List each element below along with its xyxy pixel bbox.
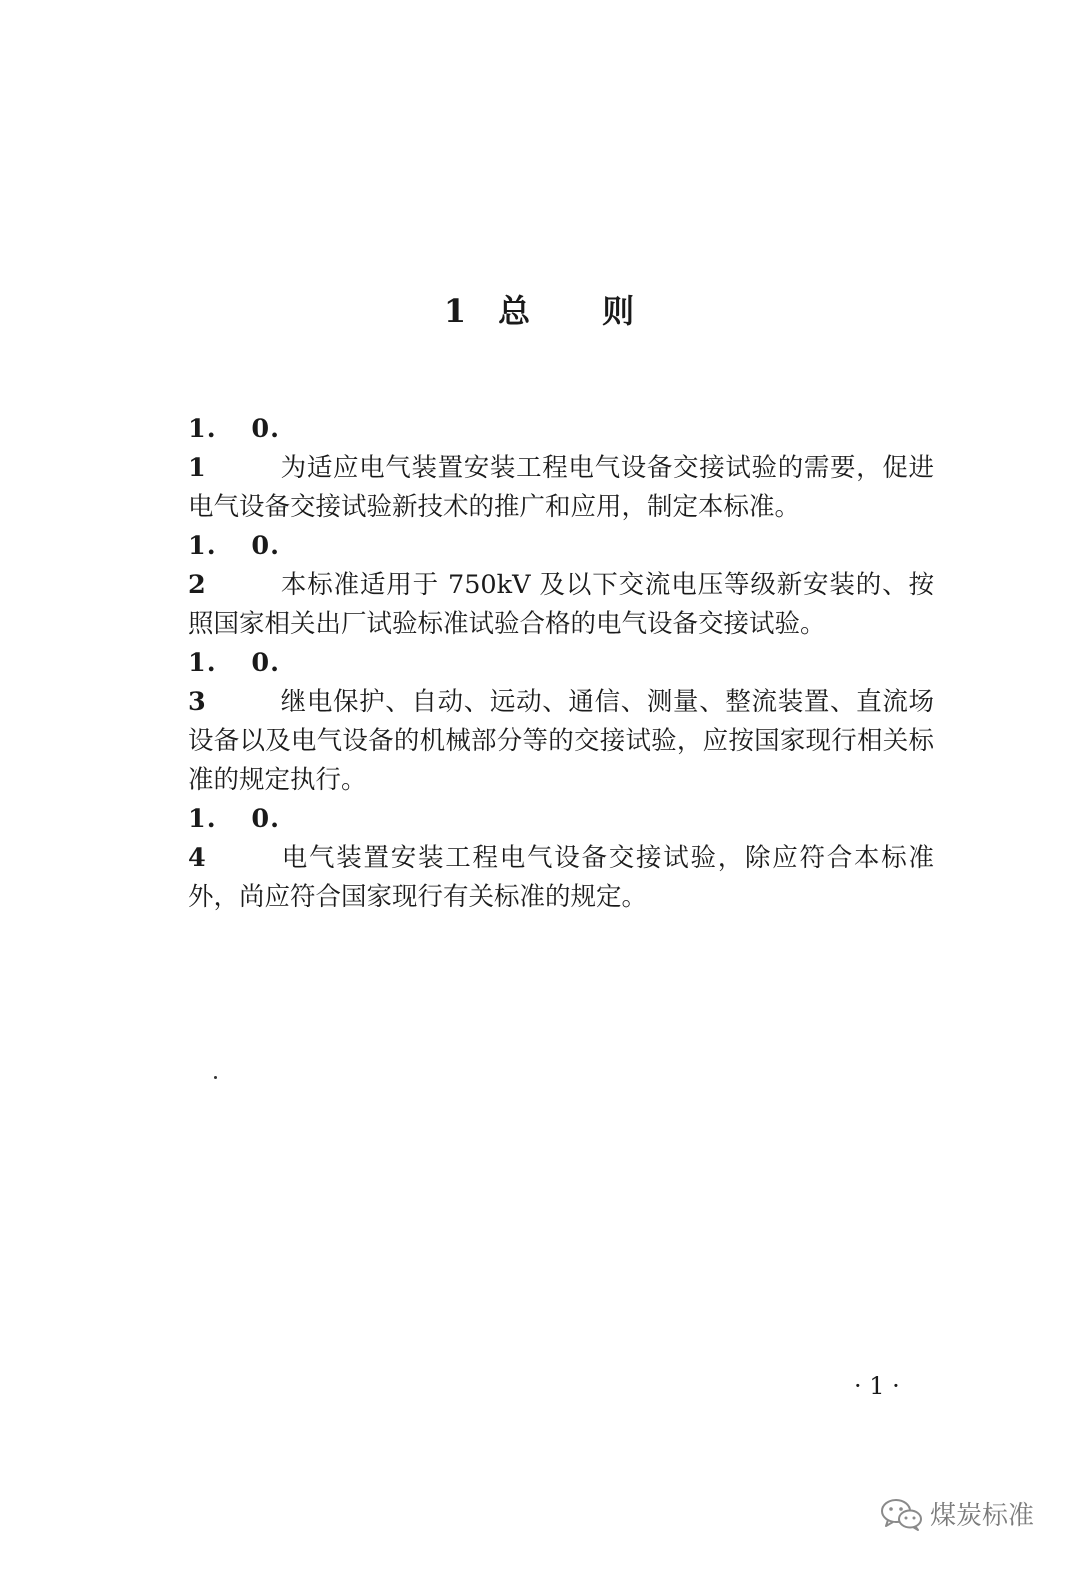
clause-text: 电气装置安装工程电气设备交接试验，除应符合本标准外，尚应符合国家现行有关标准的规定。 <box>188 843 934 912</box>
clause-number: 1. 0. 2 <box>188 531 280 600</box>
wechat-icon <box>880 1497 924 1531</box>
clause-number: 1. 0. 1 <box>188 414 280 483</box>
clause-number: 1. 0. 3 <box>188 648 280 717</box>
clause-text: 为适应电气装置安装工程电气设备交接试验的需要，促进电气设备交接试验新技术的推广和应用，制定本标准。 <box>188 453 934 522</box>
clauses-body <box>188 410 934 917</box>
clause-1-0-4 <box>188 800 934 917</box>
clause-text: 本标准适用于 750kV 及以下交流电压等级新安装的、按照国家相关出厂试验标准试验合格的电气设备交接试验。 <box>188 570 934 639</box>
clause-1-0-2 <box>188 527 934 644</box>
clause-1-0-1 <box>188 410 934 527</box>
chapter-title-char-1: 总 <box>498 292 533 330</box>
scan-dot <box>214 1076 217 1079</box>
clause-number: 1. 0. 4 <box>188 804 280 873</box>
clause-1-0-3 <box>188 644 934 800</box>
clause-text: 继电保护、自动、远动、通信、测量、整流装置、直流场设备以及电气设备的机械部分等的交接试验，应按国家现行相关标准的规定执行。 <box>188 687 934 795</box>
chapter-number: 1 <box>443 292 469 330</box>
chapter-title <box>0 286 1080 332</box>
watermark-text: 煤炭标准 <box>930 1501 1035 1531</box>
watermark <box>880 1495 1034 1532</box>
chapter-title-char-2: 则 <box>602 292 637 330</box>
page-number: · 1 · <box>854 1372 900 1400</box>
